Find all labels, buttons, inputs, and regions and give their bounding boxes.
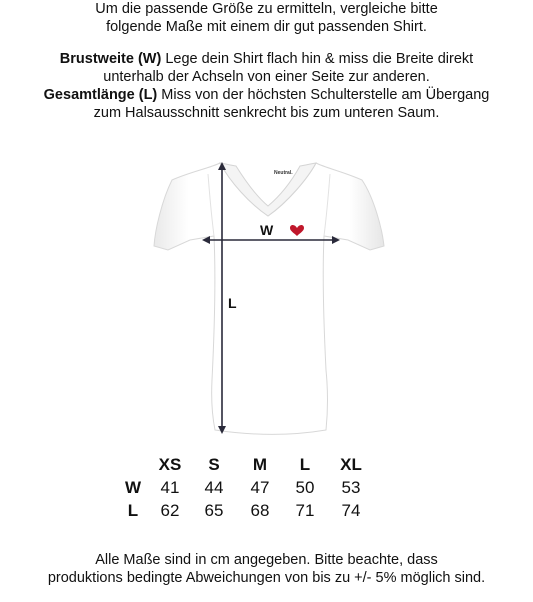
measure-instructions bbox=[0, 50, 533, 122]
corner-cell bbox=[118, 453, 148, 476]
width-instruction-2: unterhalb der Achseln von einer Seite zur anderen. bbox=[103, 69, 430, 85]
row-label-width: W bbox=[124, 477, 142, 497]
size-header-l: L bbox=[299, 454, 311, 474]
table-cell: 44 bbox=[204, 477, 224, 497]
intro-line-1: Um die passende Größe zu ermitteln, vergleiche bitte bbox=[95, 1, 438, 17]
size-header-s: S bbox=[208, 454, 220, 474]
tshirt-illustration bbox=[150, 150, 390, 450]
shirt-measurement-figure bbox=[150, 150, 390, 450]
length-term: Gesamtlänge (L) bbox=[43, 87, 158, 103]
width-instruction: Lege dein Shirt flach hin & miss die Breite direkt bbox=[161, 51, 474, 67]
table-row bbox=[118, 499, 376, 522]
table-cell: 53 bbox=[341, 477, 361, 497]
length-instruction-2: zum Halsausschnitt senkrecht bis zum unteren Saum. bbox=[93, 105, 440, 121]
width-label: W bbox=[260, 222, 274, 238]
table-cell: 41 bbox=[160, 477, 180, 497]
length-label: L bbox=[228, 295, 237, 311]
intro-line-2: folgende Maße mit einem dir gut passenden Shirt. bbox=[106, 19, 427, 35]
table-cell: 74 bbox=[341, 500, 361, 520]
table-cell: 71 bbox=[295, 500, 315, 520]
tshirt-body bbox=[154, 163, 384, 435]
size-header-xs: XS bbox=[158, 454, 182, 474]
footer-line-2: produktions bedingte Abweichungen von bis zu +/- 5% möglich sind. bbox=[47, 570, 486, 586]
instructions bbox=[0, 0, 533, 122]
footer-note bbox=[0, 551, 533, 587]
row-label-length: L bbox=[127, 500, 139, 520]
table-cell: 65 bbox=[204, 500, 224, 520]
table-cell: 47 bbox=[250, 477, 270, 497]
table-cell: 68 bbox=[250, 500, 270, 520]
size-table bbox=[118, 453, 376, 522]
table-row bbox=[118, 476, 376, 499]
size-header-xl: XL bbox=[340, 454, 362, 474]
size-header-row bbox=[118, 453, 376, 476]
table-cell: 62 bbox=[160, 500, 180, 520]
length-instruction: Miss von der höchsten Schulterstelle am Übergang bbox=[157, 87, 490, 103]
width-term: Brustweite (W) bbox=[59, 51, 162, 67]
table-cell: 50 bbox=[295, 477, 315, 497]
footer-line-1: Alle Maße sind in cm angegeben. Bitte beachte, dass bbox=[95, 552, 438, 568]
size-header-m: M bbox=[252, 454, 268, 474]
neck-label: Neutral. bbox=[274, 170, 293, 176]
intro-text bbox=[0, 0, 533, 36]
